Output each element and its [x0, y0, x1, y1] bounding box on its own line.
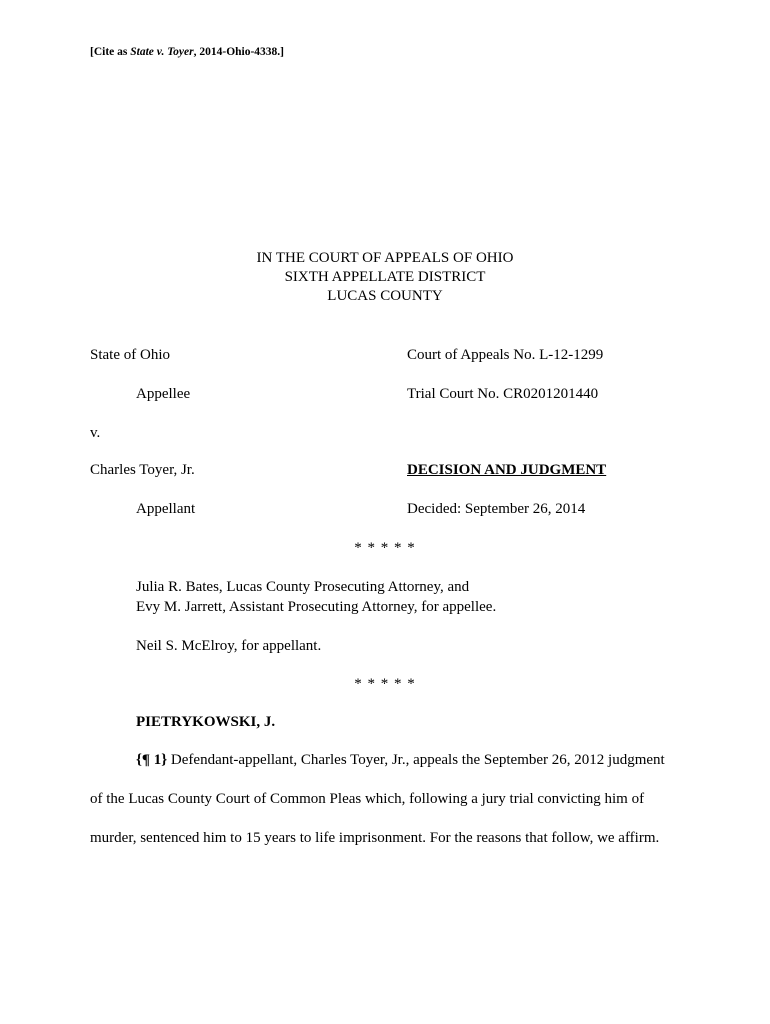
versus-label: v.	[90, 425, 101, 441]
separator-top: * * * * *	[354, 540, 416, 556]
citation-prefix: [Cite as	[90, 46, 131, 58]
citation-suffix: , 2014-Ohio-4338.]	[193, 46, 285, 58]
trial-case-number: Trial Court No. CR0201201440	[407, 386, 599, 402]
court-name: IN THE COURT OF APPEALS OF OHIO	[256, 250, 514, 266]
court-county: LUCAS COUNTY	[327, 288, 443, 304]
judge-name: PIETRYKOWSKI, J.	[136, 714, 276, 730]
court-district: SIXTH APPELLATE DISTRICT	[284, 269, 486, 285]
separator-bottom: * * * * *	[354, 676, 416, 692]
decided-date: Decided: September 26, 2014	[407, 501, 586, 517]
citation-case-name: State v. Toyer	[130, 46, 194, 58]
party-appellee-name: State of Ohio	[90, 347, 170, 363]
party-appellant-role: Appellant	[136, 501, 196, 517]
counsel-appellee-line2: Evy M. Jarrett, Assistant Prosecuting Attorney, for appellee.	[136, 599, 497, 615]
appeals-case-number: Court of Appeals No. L-12-1299	[407, 347, 604, 363]
citation-header	[90, 46, 284, 60]
opinion-paragraph-1	[90, 741, 670, 858]
paragraph-marker: {¶ 1}	[136, 752, 168, 768]
party-appellant-name: Charles Toyer, Jr.	[90, 462, 195, 478]
paragraph-text: Defendant-appellant, Charles Toyer, Jr., appeals the September 26, 2012 judgment of the Lucas County Court of Common Pleas which, following a jury trial convicting him of murder, sentenced him to 15 years to life imprisonment. For the reasons that follow, we affirm.	[90, 752, 665, 846]
counsel-appellee-line1: Julia R. Bates, Lucas County Prosecuting Attorney, and	[136, 579, 470, 595]
counsel-appellant: Neil S. McElroy, for appellant.	[136, 638, 322, 654]
decision-title: DECISION AND JUDGMENT	[407, 462, 607, 478]
party-appellee-role: Appellee	[136, 386, 191, 402]
